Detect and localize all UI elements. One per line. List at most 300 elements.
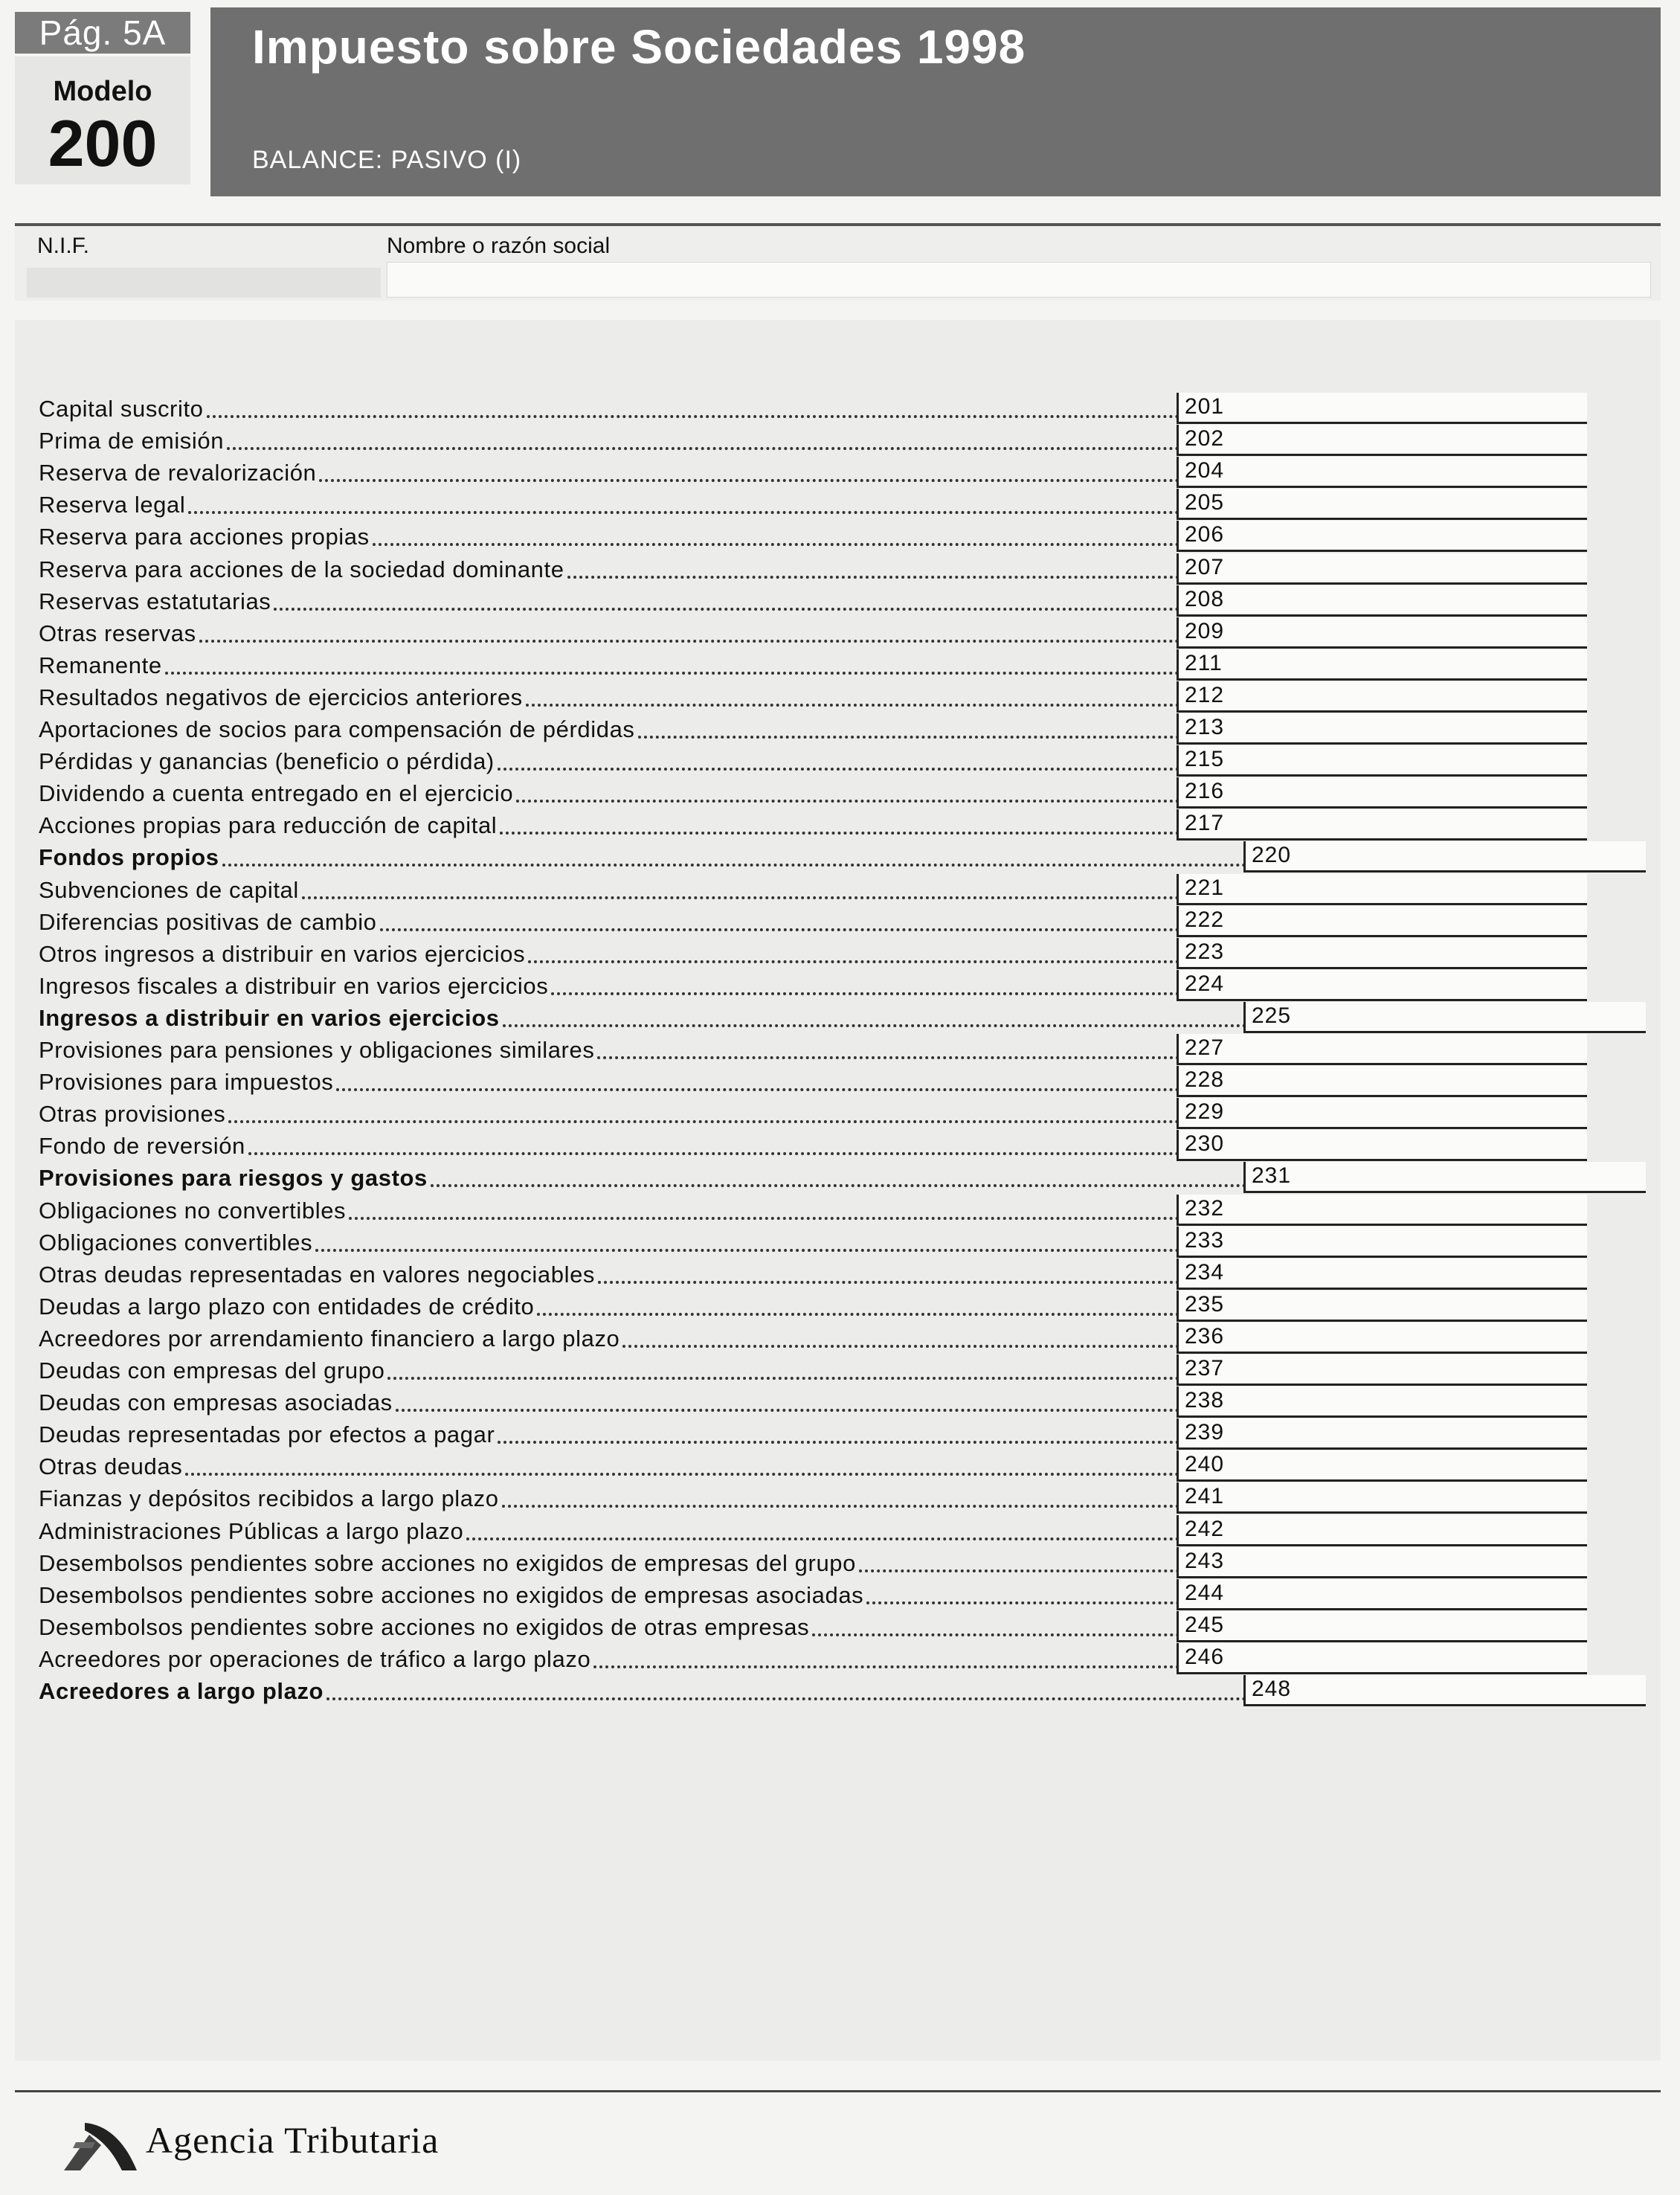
amount-value[interactable] <box>1261 874 1581 903</box>
nif-label: N.I.F. <box>37 234 90 258</box>
balance-row <box>15 681 1661 713</box>
balance-row <box>15 649 1661 681</box>
box-code: 244 <box>1185 1580 1225 1605</box>
row-label <box>39 649 1185 679</box>
row-label-text: Reserva legal <box>39 492 186 518</box>
amount-field-225[interactable] <box>1243 1002 1646 1033</box>
row-label <box>39 1547 1185 1577</box>
balance-row <box>15 1386 1661 1418</box>
box-code: 220 <box>1252 843 1292 868</box>
box-code: 221 <box>1185 875 1225 900</box>
balance-row <box>15 713 1661 745</box>
balance-row <box>15 1354 1661 1386</box>
row-label-text: Deudas a largo plazo con entidades de crédito <box>39 1293 535 1320</box>
row-label-text: Acreedores a largo plazo <box>39 1678 324 1704</box>
row-label-text: Provisiones para riesgos y gastos <box>39 1165 428 1192</box>
row-label-text: Desembolsos pendientes sobre acciones no exigidos de empresas asociadas <box>39 1581 864 1608</box>
amount-field-215[interactable] <box>1177 745 1587 777</box>
row-label <box>39 1611 1185 1641</box>
box-code: 237 <box>1185 1356 1225 1381</box>
amount-field-232[interactable] <box>1177 1195 1587 1226</box>
amount-value[interactable] <box>1261 809 1581 838</box>
amount-field-245[interactable] <box>1177 1611 1587 1642</box>
agencia-tributaria-logo-icon <box>59 2108 141 2175</box>
box-code: 223 <box>1185 939 1225 964</box>
balance-row <box>15 777 1661 809</box>
balance-total-row <box>15 1161 1661 1193</box>
balance-row <box>15 1033 1661 1065</box>
balance-row <box>15 1290 1661 1322</box>
company-name-label: Nombre o razón social <box>387 234 611 258</box>
row-label-text: Otras reservas <box>39 620 196 646</box>
box-code: 209 <box>1185 618 1225 643</box>
amount-field-223[interactable] <box>1177 938 1587 969</box>
amount-field-220[interactable] <box>1243 841 1646 872</box>
dot-leader <box>516 800 1185 803</box>
dot-leader <box>622 1345 1185 1348</box>
box-code: 206 <box>1185 522 1225 547</box>
company-name-field[interactable] <box>387 262 1651 298</box>
box-code: 225 <box>1252 1003 1292 1028</box>
box-code: 204 <box>1185 458 1225 483</box>
row-label-text: Desembolsos pendientes sobre acciones no exigidos de otras empresas <box>39 1613 810 1640</box>
balance-row <box>15 1097 1661 1129</box>
amount-field-221[interactable] <box>1177 874 1587 905</box>
balance-row <box>15 1226 1661 1258</box>
row-label <box>39 393 1185 422</box>
dot-leader <box>866 1601 1185 1604</box>
amount-value[interactable] <box>1261 393 1581 422</box>
row-label <box>39 1130 1185 1160</box>
dot-leader <box>466 1537 1185 1540</box>
dot-leader <box>567 576 1185 579</box>
amount-field-231[interactable] <box>1243 1162 1646 1193</box>
balance-row <box>15 1194 1661 1226</box>
amount-value[interactable] <box>1261 425 1581 454</box>
amount-value[interactable] <box>1261 553 1581 582</box>
amount-value[interactable] <box>1261 1034 1581 1063</box>
row-label <box>39 1323 1185 1352</box>
box-code: 211 <box>1185 650 1223 675</box>
amount-field-202[interactable] <box>1177 425 1587 456</box>
box-code: 205 <box>1185 490 1225 515</box>
balance-row <box>15 1610 1661 1642</box>
row-label <box>39 713 1185 743</box>
modelo-label: Modelo <box>53 76 152 107</box>
amount-field-201[interactable] <box>1177 393 1587 424</box>
row-label <box>39 1418 1185 1448</box>
box-code: 213 <box>1185 715 1225 739</box>
balance-row <box>15 1418 1661 1450</box>
row-label-text: Diferencias positivas de cambio <box>39 908 377 935</box>
row-label <box>39 1227 1185 1256</box>
row-label <box>39 938 1185 968</box>
balance-row <box>15 745 1661 777</box>
row-label <box>39 1579 1185 1609</box>
balance-row <box>15 937 1661 969</box>
dot-leader <box>597 1056 1185 1059</box>
amount-value[interactable] <box>1261 777 1581 806</box>
amount-value[interactable] <box>1261 585 1581 614</box>
amount-field-227[interactable] <box>1177 1034 1587 1065</box>
amount-field-217[interactable] <box>1177 809 1587 841</box>
dot-leader <box>227 447 1185 450</box>
row-label-text: Deudas representadas por efectos a pagar <box>39 1421 495 1448</box>
amount-field-243[interactable] <box>1177 1547 1587 1578</box>
box-code: 233 <box>1185 1227 1225 1253</box>
box-code: 235 <box>1185 1291 1225 1317</box>
row-label-text: Desembolsos pendientes sobre acciones no exigidos de empresas del grupo <box>39 1549 856 1576</box>
row-label <box>39 809 1185 839</box>
dot-leader <box>302 896 1185 899</box>
agency-name: Agencia Tributaria <box>146 2119 440 2161</box>
amount-field-224[interactable] <box>1177 970 1587 1001</box>
amount-value[interactable] <box>1261 1323 1581 1352</box>
row-label <box>39 1066 1185 1096</box>
amount-value[interactable] <box>1261 1579 1581 1608</box>
row-label <box>39 906 1185 936</box>
amount-field-211[interactable] <box>1177 649 1587 681</box>
amount-field-237[interactable] <box>1177 1354 1587 1386</box>
row-label <box>39 681 1185 711</box>
dot-leader <box>431 1184 1252 1187</box>
row-label <box>39 457 1185 486</box>
box-code: 208 <box>1185 586 1225 611</box>
row-label-text: Acciones propias para reducción de capital <box>39 812 498 839</box>
dot-leader <box>503 1024 1252 1027</box>
row-label-text: Acreedores por operaciones de tráfico a largo plazo <box>39 1645 591 1672</box>
row-label <box>39 1354 1185 1384</box>
balance-row <box>15 1642 1661 1674</box>
box-code: 212 <box>1185 682 1225 707</box>
balance-row <box>15 520 1661 552</box>
amount-field-238[interactable] <box>1177 1386 1587 1418</box>
amount-value[interactable] <box>1261 713 1581 742</box>
box-code: 228 <box>1185 1067 1225 1093</box>
row-label-text: Deudas con empresas del grupo <box>39 1357 385 1383</box>
balance-row <box>15 1578 1661 1610</box>
amount-value[interactable] <box>1261 1259 1581 1288</box>
row-label <box>39 777 1185 807</box>
row-label-text: Remanente <box>39 652 162 678</box>
balance-row <box>15 488 1661 520</box>
row-label <box>39 489 1185 518</box>
nif-field[interactable] <box>27 268 381 298</box>
dot-leader <box>349 1217 1185 1220</box>
dot-leader <box>638 736 1185 739</box>
amount-field-206[interactable] <box>1177 521 1587 552</box>
amount-value[interactable] <box>1261 1291 1581 1320</box>
amount-value[interactable] <box>1261 1066 1581 1095</box>
amount-value[interactable] <box>1261 457 1581 486</box>
dot-leader <box>373 543 1185 546</box>
row-label-text: Acreedores por arrendamiento financiero a largo plazo <box>39 1325 620 1352</box>
row-label <box>39 1643 1185 1673</box>
row-label <box>39 1515 1185 1545</box>
row-label-text: Dividendo a cuenta entregado en el ejercicio <box>39 780 514 807</box>
row-label <box>39 1195 1185 1224</box>
dot-leader <box>598 1281 1185 1284</box>
row-label-text: Fondos propios <box>39 844 219 871</box>
modelo-box <box>15 57 190 184</box>
amount-field-246[interactable] <box>1177 1643 1587 1674</box>
dot-leader <box>859 1569 1185 1572</box>
row-label <box>39 617 1185 647</box>
balance-row <box>15 1065 1661 1097</box>
row-label <box>39 1482 1185 1512</box>
box-code: 240 <box>1185 1452 1225 1477</box>
dot-leader <box>319 479 1185 482</box>
row-label <box>39 1675 1252 1705</box>
row-label <box>39 1386 1185 1416</box>
dot-leader <box>526 704 1185 707</box>
modelo-number: 200 <box>48 106 158 180</box>
dot-leader <box>188 511 1185 514</box>
row-label-text: Reserva para acciones propias <box>39 524 370 550</box>
dot-leader <box>248 1152 1185 1155</box>
dot-leader <box>185 1473 1185 1476</box>
amount-field-209[interactable] <box>1177 617 1587 649</box>
dot-leader <box>228 1120 1185 1123</box>
row-label <box>39 521 1185 550</box>
row-label <box>39 585 1185 615</box>
balance-total-row <box>15 1001 1661 1033</box>
box-code: 202 <box>1185 426 1225 451</box>
balance-row <box>15 1450 1661 1482</box>
amount-value[interactable] <box>1327 841 1640 870</box>
amount-field-212[interactable] <box>1177 681 1587 713</box>
amount-field-240[interactable] <box>1177 1450 1587 1482</box>
row-label-text: Otras provisiones <box>39 1101 226 1128</box>
dot-leader <box>199 640 1185 643</box>
box-code: 242 <box>1185 1516 1225 1541</box>
box-code: 222 <box>1185 907 1225 932</box>
page-number-tag: Pág. 5A <box>15 12 190 54</box>
dot-leader <box>537 1313 1185 1316</box>
row-label-text: Pérdidas y ganancias (beneficio o pérdida) <box>39 748 495 775</box>
row-label-text: Aportaciones de socios para compensación de pérdidas <box>39 716 635 742</box>
balance-row <box>15 1514 1661 1546</box>
box-code: 207 <box>1185 554 1225 579</box>
row-label-text: Capital suscrito <box>39 396 204 422</box>
amount-value[interactable] <box>1327 1002 1640 1031</box>
amount-field-233[interactable] <box>1177 1227 1587 1258</box>
row-label-text: Fianzas y depósitos recibidos a largo plazo <box>39 1485 499 1512</box>
box-code: 232 <box>1185 1195 1225 1221</box>
dot-leader <box>222 864 1252 867</box>
balance-row <box>15 809 1661 841</box>
amount-field-242[interactable] <box>1177 1515 1587 1546</box>
amount-field-248[interactable] <box>1243 1675 1646 1706</box>
row-label <box>39 1291 1185 1320</box>
balance-row <box>15 424 1661 456</box>
row-label-text: Deudas con empresas asociadas <box>39 1389 393 1416</box>
amount-value[interactable] <box>1261 1227 1581 1256</box>
dot-leader <box>326 1697 1252 1700</box>
amount-value[interactable] <box>1261 1482 1581 1511</box>
box-code: 238 <box>1185 1388 1225 1413</box>
footer-divider <box>15 2090 1661 2092</box>
amount-value[interactable] <box>1261 521 1581 550</box>
dot-leader <box>165 672 1185 675</box>
amount-field-241[interactable] <box>1177 1482 1587 1514</box>
amount-field-239[interactable] <box>1177 1418 1587 1450</box>
dot-leader <box>593 1665 1185 1668</box>
form-subtitle: BALANCE: PASIVO (I) <box>252 146 522 174</box>
row-label <box>39 1034 1185 1064</box>
balance-liabilities-panel <box>15 320 1661 2060</box>
dot-leader <box>396 1409 1185 1412</box>
amount-field-235[interactable] <box>1177 1291 1587 1322</box>
dot-leader <box>498 1441 1185 1444</box>
amount-field-236[interactable] <box>1177 1323 1587 1354</box>
amount-field-216[interactable] <box>1177 777 1587 809</box>
balance-row <box>15 969 1661 1001</box>
amount-value[interactable] <box>1261 1611 1581 1640</box>
dot-leader <box>387 1377 1185 1380</box>
row-label-text: Subvenciones de capital <box>39 876 299 903</box>
box-code: 248 <box>1252 1677 1292 1701</box>
dot-leader <box>551 992 1185 995</box>
amount-value[interactable] <box>1261 1386 1581 1415</box>
amount-value[interactable] <box>1261 617 1581 646</box>
amount-value[interactable] <box>1327 1675 1640 1704</box>
row-label <box>39 1098 1185 1128</box>
amount-value[interactable] <box>1261 489 1581 518</box>
amount-field-234[interactable] <box>1177 1259 1587 1290</box>
dot-leader <box>502 1505 1185 1508</box>
balance-row <box>15 553 1661 585</box>
box-code: 231 <box>1252 1163 1292 1189</box>
dot-leader <box>528 960 1185 963</box>
balance-row <box>15 1546 1661 1578</box>
balance-row <box>15 617 1661 649</box>
box-code: 239 <box>1185 1420 1225 1445</box>
balance-row <box>15 456 1661 488</box>
balance-row <box>15 1258 1661 1290</box>
amount-value[interactable] <box>1327 1162 1640 1191</box>
row-label-text: Fondo de reversión <box>39 1133 245 1160</box>
box-code: 230 <box>1185 1131 1225 1157</box>
row-label <box>39 874 1185 904</box>
dot-leader <box>207 415 1185 418</box>
row-label-text: Provisiones para impuestos <box>39 1069 334 1096</box>
balance-row <box>15 873 1661 905</box>
row-label-text: Otras deudas <box>39 1453 183 1480</box>
box-code: 227 <box>1185 1035 1225 1060</box>
amount-value[interactable] <box>1261 1130 1581 1159</box>
box-code: 201 <box>1185 394 1225 419</box>
balance-row <box>15 1322 1661 1354</box>
amount-value[interactable] <box>1261 1643 1581 1672</box>
row-label <box>39 425 1185 454</box>
amount-field-207[interactable] <box>1177 553 1587 585</box>
amount-field-222[interactable] <box>1177 906 1587 937</box>
dot-leader <box>380 928 1185 931</box>
amount-field-208[interactable] <box>1177 585 1587 617</box>
row-label <box>39 553 1185 583</box>
title-band <box>210 7 1661 196</box>
row-label-text: Administraciones Públicas a largo plazo <box>39 1517 464 1544</box>
row-label-text: Otras deudas representadas en valores negociables <box>39 1261 596 1288</box>
amount-value[interactable] <box>1261 970 1581 999</box>
dot-leader <box>315 1249 1185 1252</box>
row-label <box>39 745 1185 775</box>
row-label-text: Ingresos a distribuir en varios ejercicios <box>39 1004 500 1031</box>
row-label <box>39 1259 1185 1288</box>
amount-field-244[interactable] <box>1177 1579 1587 1610</box>
form-title: Impuesto sobre Sociedades 1998 <box>252 20 1026 74</box>
amount-value[interactable] <box>1261 1547 1581 1576</box>
box-code: 236 <box>1185 1323 1225 1349</box>
box-code: 215 <box>1185 747 1225 772</box>
dot-leader <box>812 1633 1185 1636</box>
balance-row <box>15 392 1661 424</box>
amount-value[interactable] <box>1261 1354 1581 1383</box>
box-code: 217 <box>1185 811 1225 836</box>
amount-field-229[interactable] <box>1177 1098 1587 1129</box>
row-label-text: Provisiones para pensiones y obligaciones similares <box>39 1037 595 1063</box>
row-label <box>39 1450 1185 1480</box>
amount-value[interactable] <box>1261 1098 1581 1127</box>
box-code: 243 <box>1185 1548 1225 1573</box>
box-code: 241 <box>1185 1484 1225 1509</box>
box-code: 216 <box>1185 779 1225 804</box>
amount-value[interactable] <box>1261 1195 1581 1224</box>
amount-value[interactable] <box>1261 681 1581 710</box>
row-label-text: Otros ingresos a distribuir en varios ejercicios <box>39 940 526 967</box>
amount-value[interactable] <box>1261 649 1581 678</box>
dot-leader <box>500 832 1185 835</box>
box-code: 246 <box>1185 1644 1225 1669</box>
row-label-text: Ingresos fiscales a distribuir en varios ejercicios <box>39 972 549 999</box>
amount-field-228[interactable] <box>1177 1066 1587 1097</box>
balance-row <box>15 1482 1661 1514</box>
balance-total-row <box>15 841 1661 872</box>
amount-value[interactable] <box>1261 1515 1581 1544</box>
row-label-text: Obligaciones no convertibles <box>39 1197 347 1224</box>
amount-field-213[interactable] <box>1177 713 1587 745</box>
amount-field-204[interactable] <box>1177 457 1587 488</box>
amount-value[interactable] <box>1261 745 1581 774</box>
box-code: 245 <box>1185 1612 1225 1637</box>
row-label <box>39 1002 1252 1032</box>
amount-value[interactable] <box>1261 1418 1581 1447</box>
balance-total-row <box>15 1674 1661 1706</box>
box-code: 229 <box>1185 1099 1225 1125</box>
row-label-text: Prima de emisión <box>39 428 225 454</box>
row-label <box>39 970 1185 1000</box>
amount-value[interactable] <box>1261 1450 1581 1479</box>
amount-value[interactable] <box>1261 938 1581 967</box>
box-code: 234 <box>1185 1259 1225 1285</box>
row-label-text: Reserva para acciones de la sociedad dominante <box>39 556 564 582</box>
balance-row <box>15 585 1661 617</box>
row-label-text: Obligaciones convertibles <box>39 1229 313 1256</box>
row-label <box>39 1162 1252 1192</box>
row-label <box>39 841 1252 871</box>
row-label-text: Resultados negativos de ejercicios anteriores <box>39 684 523 710</box>
row-label-text: Reservas estatutarias <box>39 588 271 614</box>
row-label-text: Reserva de revalorización <box>39 460 317 486</box>
identification-section <box>15 223 1661 301</box>
amount-field-205[interactable] <box>1177 489 1587 520</box>
balance-row <box>15 1129 1661 1161</box>
dot-leader <box>498 768 1185 771</box>
amount-field-230[interactable] <box>1177 1130 1587 1161</box>
dot-leader <box>274 608 1185 611</box>
amount-value[interactable] <box>1261 906 1581 935</box>
